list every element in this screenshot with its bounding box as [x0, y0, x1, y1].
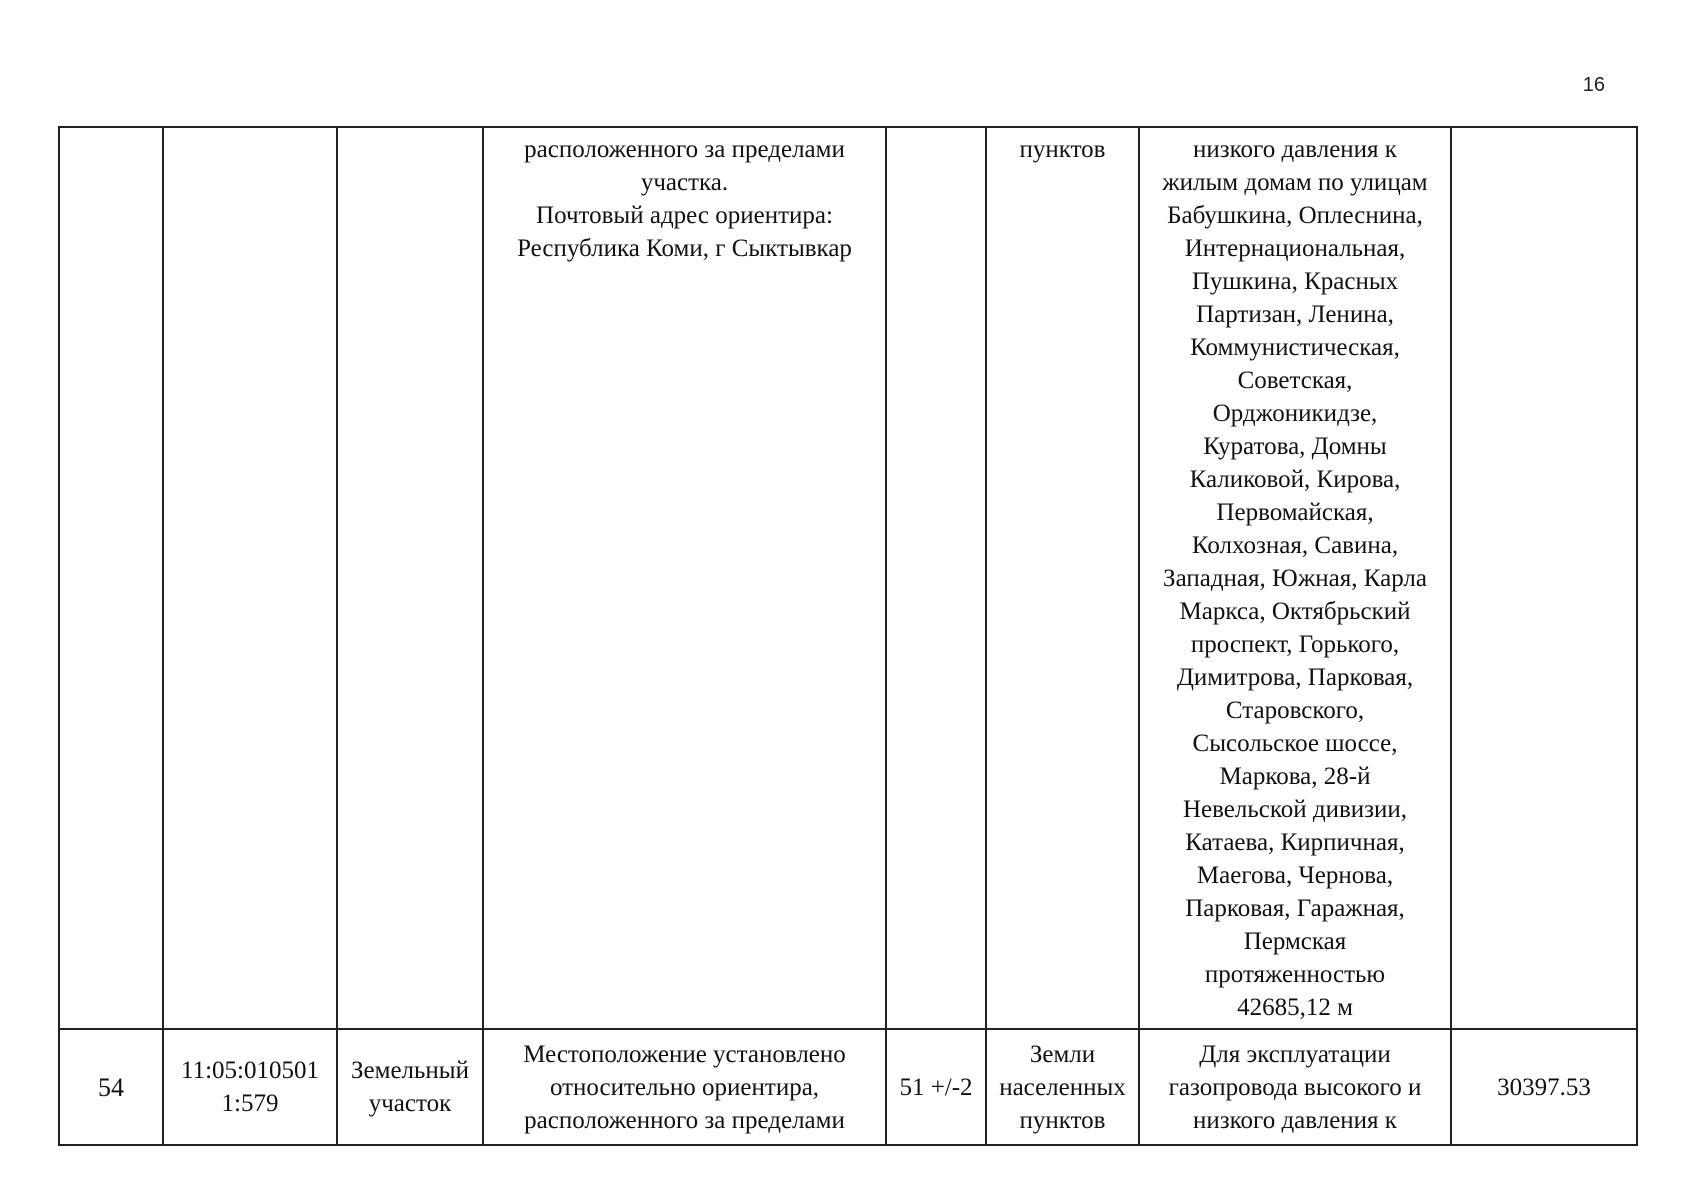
cell-cadastral-number: [163, 1029, 337, 1145]
cell-text-line: 42685,12 м: [1237, 994, 1353, 1021]
cell-permitted-use: [1139, 127, 1451, 1029]
cell-text-line: Катаева, Кирпичная,: [1185, 829, 1405, 856]
cell-text-line: Парковая, Гаражная,: [1185, 895, 1405, 922]
cell-text-line: жилым домам по улицам: [1162, 169, 1428, 196]
cell-text-line: газопровода высокого и: [1168, 1073, 1422, 1101]
cell-land-category: [986, 1029, 1139, 1145]
cell-text-line: Советская,: [1237, 367, 1353, 394]
cell-value: 30397.53: [1451, 1029, 1637, 1145]
land-plots-table: [58, 126, 1638, 1146]
cell-text-line: 1:579: [221, 1090, 279, 1117]
cell-text-line: проспект, Горького,: [1190, 631, 1400, 658]
cell-text-line: Маркса, Октябрьский: [1179, 598, 1411, 625]
cell-text-line: Маегова, Чернова,: [1196, 862, 1394, 889]
cell-text-line: относительно ориентира,: [549, 1073, 820, 1101]
cell-location: [483, 1029, 886, 1145]
cell-text-line: населенных: [999, 1073, 1126, 1101]
cell-text-line: низкого давления к: [1193, 136, 1397, 163]
cell-object-type: [337, 127, 483, 1029]
cell-text-line: Пушкина, Красных: [1191, 268, 1399, 295]
cell-text-line: Коммунистическая,: [1190, 334, 1400, 361]
cell-text-line: Сысольское шоссе,: [1192, 730, 1398, 757]
cell-number: 54: [59, 1029, 163, 1145]
cell-text-line: Старовского,: [1225, 697, 1365, 724]
cell-area: 51 +/-2: [886, 1029, 986, 1145]
cell-object-type: [337, 1029, 483, 1145]
cell-text-line: Для эксплуатации: [1199, 1040, 1391, 1068]
cell-value: [1451, 127, 1637, 1029]
cell-text-line: Куратова, Домны: [1203, 433, 1387, 460]
cell-text-line: Интернациональная,: [1184, 235, 1406, 262]
cell-text-line: Партизан, Ленина,: [1196, 301, 1394, 328]
cell-text-line: Земли: [1029, 1040, 1096, 1068]
table-row: [59, 1029, 1637, 1145]
cell-text-line: Земельный: [351, 1057, 469, 1084]
cell-land-category: [986, 127, 1139, 1029]
cell-text-line: участка.: [640, 169, 729, 196]
cell-text-line: пунктов: [1019, 1106, 1106, 1134]
cell-text-line: Димитрова, Парковая,: [1176, 664, 1414, 691]
page-number: 16: [1582, 74, 1605, 96]
cell-area: [886, 127, 986, 1029]
table-row-continued: [59, 127, 1637, 1029]
cell-text-line: Колхозная, Савина,: [1191, 532, 1399, 559]
cell-permitted-use: [1139, 1029, 1451, 1145]
cell-text-line: участок: [368, 1090, 452, 1117]
cell-text-line: Пермская: [1243, 928, 1347, 955]
cell-text-line: пунктов: [1019, 136, 1106, 163]
cell-text-line: Почтовый адрес ориентира:: [536, 202, 833, 229]
cell-text-line: Первомайская,: [1216, 499, 1374, 526]
cell-text-line: Орджоникидзе,: [1212, 400, 1378, 427]
cell-text-line: Невельской дивизии,: [1182, 796, 1408, 823]
cell-text-line: 11:05:010501: [181, 1057, 319, 1084]
cell-location: [483, 127, 886, 1029]
cell-text-line: Республика Коми, г Сыктывкар: [517, 235, 852, 262]
cell-number: [59, 127, 163, 1029]
cell-text-line: Бабушкина, Оплеснина,: [1167, 202, 1423, 229]
cell-text-line: Каликовой, Кирова,: [1189, 466, 1401, 493]
cell-text-line: низкого давления к: [1193, 1106, 1397, 1134]
cell-text-line: Западная, Южная, Карла: [1163, 565, 1427, 592]
cell-text-line: Маркова, 28-й: [1219, 763, 1371, 790]
cell-text-line: расположенного за пределами: [524, 1106, 845, 1134]
cell-text-line: расположенного за пределами: [524, 136, 845, 163]
cell-cadastral-number: [163, 127, 337, 1029]
cell-text-line: протяженностью: [1204, 961, 1386, 988]
cell-text-line: Местоположение установлено: [523, 1040, 846, 1068]
